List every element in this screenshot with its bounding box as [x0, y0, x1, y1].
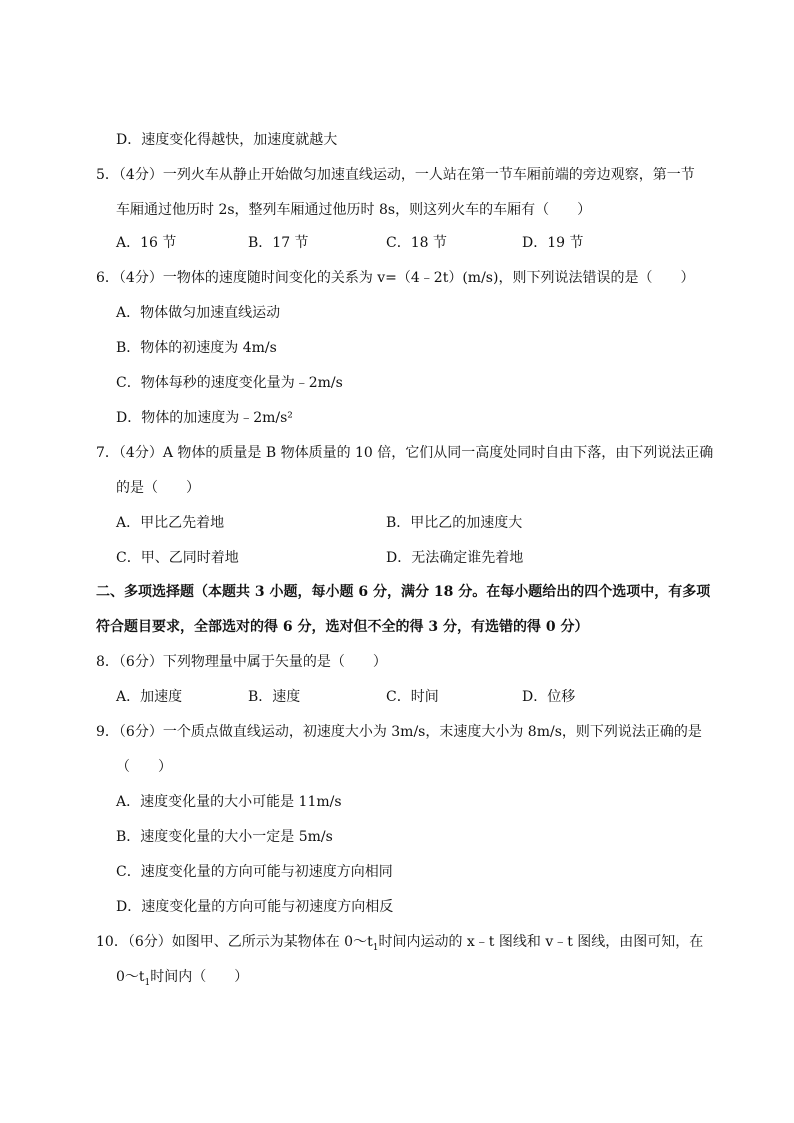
q5-stem-line-1: 5．（4分）一列火车从静止开始做匀加速直线运动，一人站在第一节车厢前端的旁边观察，第一节 [96, 167, 695, 183]
q8-option-a: A．加速度 [116, 689, 183, 705]
q6-option-d: D．物体的加速度为﹣2m/s² [116, 410, 293, 426]
q7-option-a: A．甲比乙先着地 [116, 515, 225, 531]
q6-option-b: B．物体的初速度为 4m/s [116, 340, 277, 356]
q9-stem-line-2: （ ） [116, 759, 172, 775]
q10-stem-line-1 [96, 932, 703, 952]
q5-option-a: A．16 节 [116, 235, 177, 251]
q8-option-d: D．位移 [522, 689, 576, 705]
q10-t1-subscript: 1 [372, 942, 379, 953]
q9-option-c: C．速度变化量的方向可能与初速度方向相同 [116, 864, 393, 880]
q10-stem-line-2-start: 0～t [116, 969, 145, 985]
q5-option-b: B．17 节 [248, 235, 309, 251]
q6-option-a: A．物体做匀加速直线运动 [116, 305, 281, 321]
q10-stem-line-1-start: 10．（6分）如图甲、乙所示为某物体在 0～t [96, 934, 373, 950]
q8-option-b: B．速度 [248, 689, 301, 705]
q5-option-c: C．18 节 [386, 235, 447, 251]
q9-option-a: A．速度变化量的大小可能是 11m/s [116, 794, 342, 810]
section-2-heading-line-2: 符合题目要求，全部选对的得 6 分，选对但不全的得 3 分，有选错的得 0 分） [96, 619, 589, 635]
section-2-heading-line-1: 二、多项选择题（本题共 3 小题，每小题 6 分，满分 18 分。在每小题给出的四个选项中，有多项 [96, 584, 711, 600]
q9-option-d: D．速度变化量的方向可能与初速度方向相反 [116, 899, 394, 915]
q10-stem-line-1-end: 时间内运动的 x﹣t 图线和 v﹣t 图线，由图可知，在 [378, 934, 704, 950]
q7-option-b: B．甲比乙的加速度大 [386, 515, 523, 531]
q7-stem-line-1: 7．（4分）A 物体的质量是 B 物体质量的 10 倍，它们从同一高度处同时自由下落，由下列说法正确 [96, 445, 714, 461]
q9-stem-line-1: 9．（6分）一个质点做直线运动，初速度大小为 3m/s，末速度大小为 8m/s，则下列说法正确的是 [96, 724, 702, 740]
q5-stem-line-2: 车厢通过他历时 2s，整列车厢通过他历时 8s，则这列火车的车厢有（ ） [116, 202, 592, 218]
q7-option-d: D．无法确定谁先着地 [386, 550, 524, 566]
q6-stem: 6．（4分）一物体的速度随时间变化的关系为 v=（4﹣2t）(m/s)，则下列说法错误的是（ ） [96, 270, 695, 286]
q5-option-d: D．19 节 [522, 235, 584, 251]
q10-stem-line-2-end: 时间内（ ） [150, 969, 249, 985]
q10-t1-subscript-2: 1 [144, 977, 151, 988]
q6-option-c: C．物体每秒的速度变化量为﹣2m/s [116, 375, 343, 391]
q4-option-d: D．速度变化得越快，加速度就越大 [116, 132, 338, 148]
q7-option-c: C．甲、乙同时着地 [116, 550, 239, 566]
q8-option-c: C．时间 [386, 689, 439, 705]
q7-stem-line-2: 的是（ ） [116, 480, 200, 496]
q8-stem: 8．（6分）下列物理量中属于矢量的是（ ） [96, 654, 387, 670]
q10-stem-line-2 [116, 967, 248, 987]
q9-option-b: B．速度变化量的大小一定是 5m/s [116, 829, 333, 845]
